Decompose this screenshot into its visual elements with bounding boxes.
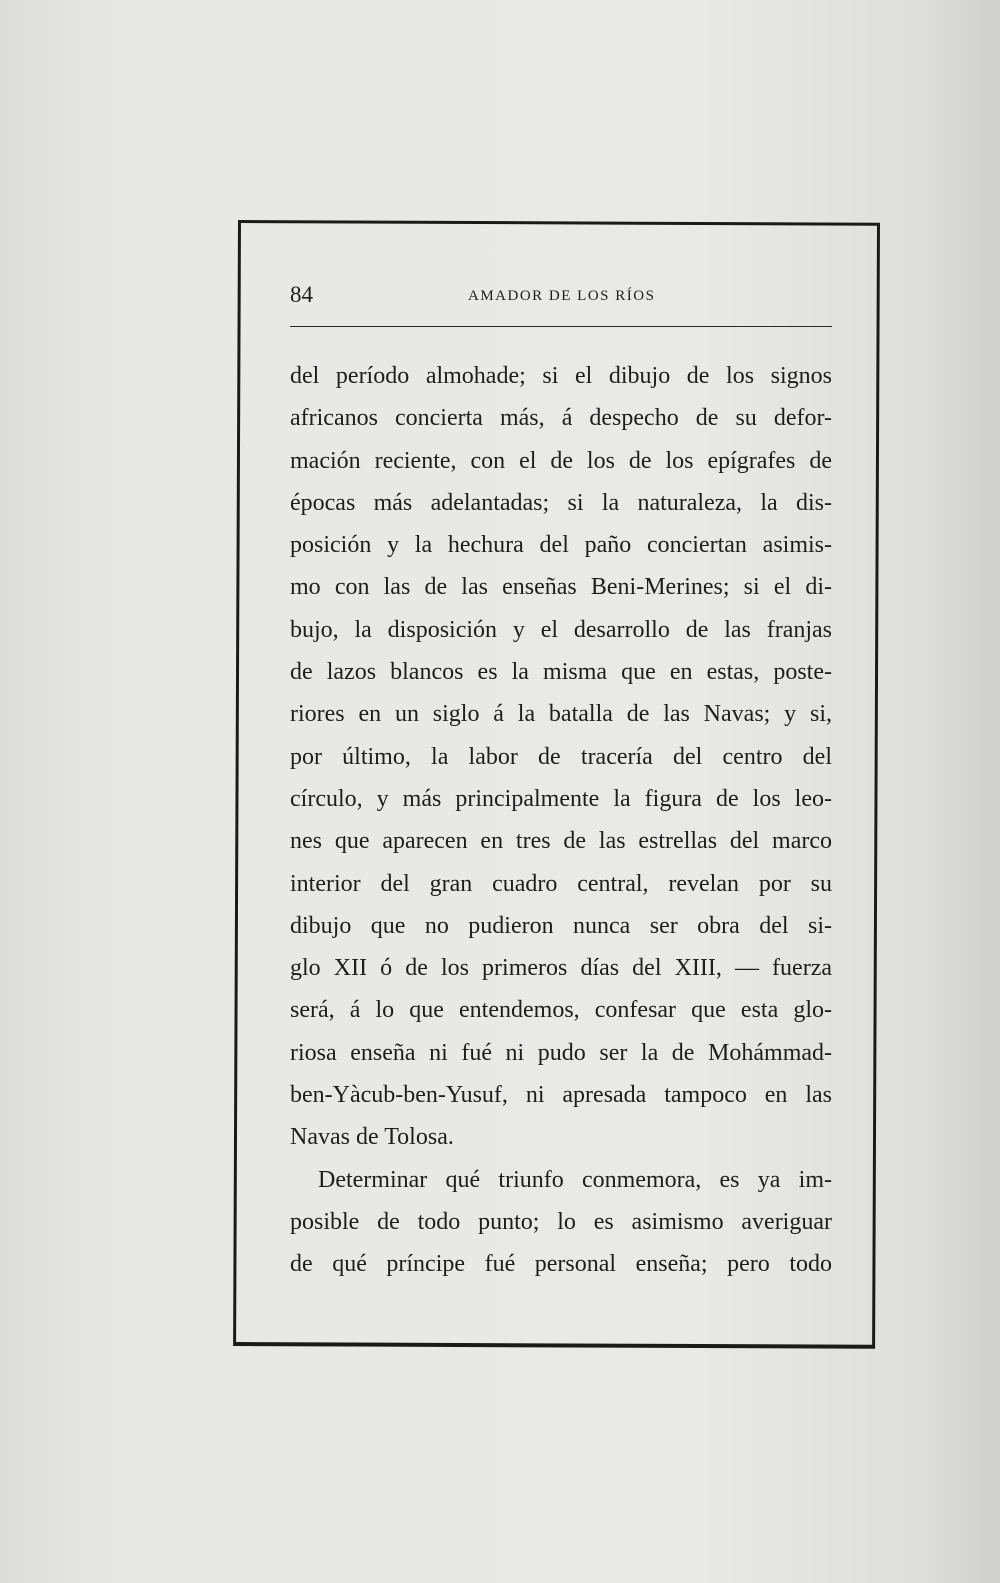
text-line: de qué príncipe fué personal enseña; pero todo xyxy=(290,1251,832,1278)
text-line-paragraph-start: Determinar qué triunfo conmemora, es ya im- xyxy=(318,1166,832,1193)
text-line: africanos concierta más, á despecho de su defor- xyxy=(290,405,832,432)
text-line-paragraph-end: Navas de Tolosa. xyxy=(290,1124,454,1151)
text-line: del período almohade; si el dibujo de los signos xyxy=(290,363,832,389)
text-line: nes que aparecen en tres de las estrellas del marco xyxy=(290,828,832,855)
running-title: AMADOR DE LOS RÍOS xyxy=(468,288,656,304)
text-line: mo con las de las enseñas Beni-Merines; si el di- xyxy=(290,574,832,601)
text-line: riores en un siglo á la batalla de las Navas; y si, xyxy=(290,701,832,728)
running-head xyxy=(290,282,830,318)
text-line: épocas más adelantadas; si la naturaleza, la dis- xyxy=(290,489,832,516)
page-number: 84 xyxy=(290,282,313,307)
text-line: bujo, la disposición y el desarrollo de las franjas xyxy=(290,616,832,643)
text-line: posición y la hechura del paño conciertan asimis- xyxy=(290,532,832,559)
text-line: será, á lo que entendemos, confesar que esta glo- xyxy=(290,997,832,1024)
text-line: mación reciente, con el de los de los epígrafes de xyxy=(290,447,832,474)
text-line: ben-Yàcub-ben-Yusuf, ni apresada tampoco en las xyxy=(290,1082,832,1109)
text-line: interior del gran cuadro central, revelan por su xyxy=(290,870,832,897)
text-line: dibujo que no pudieron nunca ser obra del si- xyxy=(290,912,832,939)
text-line: círculo, y más principalmente la figura de los leo- xyxy=(290,785,832,812)
text-line: riosa enseña ni fué ni pudo ser la de Mohámmad- xyxy=(290,1039,832,1066)
text-line: glo XII ó de los primeros días del XIII, — fuerza xyxy=(290,955,832,982)
body-text xyxy=(290,355,832,1286)
text-line: por último, la labor de tracería del centro del xyxy=(290,743,832,770)
header-rule xyxy=(290,326,832,327)
text-line: de lazos blancos es la misma que en estas, poste- xyxy=(290,659,832,686)
text-line: posible de todo punto; lo es asimismo averiguar xyxy=(290,1208,832,1235)
